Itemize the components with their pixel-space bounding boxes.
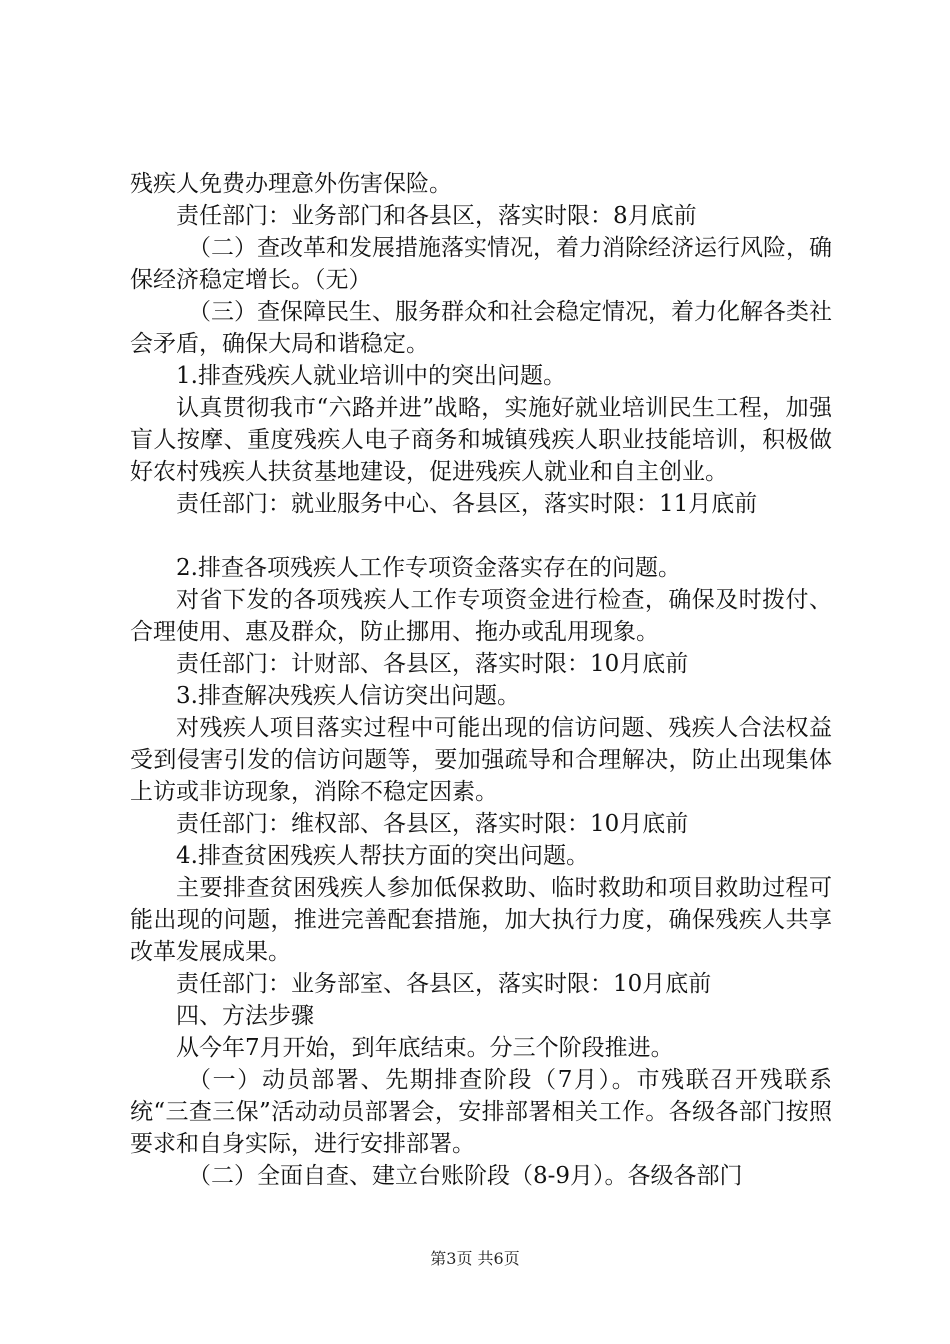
paragraph-item-4-body: 主要排查贫困残疾人参加低保救助、临时救助和项目救助过程可能出现的问题，推进完善配套措施，加大执行力度，确保残疾人共享改革发展成果。 [130, 875, 832, 965]
paragraph-item-4-heading: 4.排查贫困残疾人帮扶方面的突出问题。 [176, 843, 589, 869]
paragraph-stage-1: （一）动员部署、先期排查阶段（7月）。市残联召开残联系统“三查三保”活动动员部署会，安排部署相关工作。各级各部门按照要求和自身实际，进行安排部署。 [130, 1067, 832, 1157]
paragraph-section-2: （二）查改革和发展措施落实情况，着力消除经济运行风险，确保经济稳定增长。（无） [130, 235, 832, 293]
paragraph-item-2-heading: 2.排查各项残疾人工作专项资金落实存在的问题。 [176, 555, 681, 581]
paragraph-responsibility-employment: 责任部门：就业服务中心、各县区，落实时限：11月底前 [176, 491, 758, 517]
paragraph-responsibility-business-office: 责任部门：业务部室、各县区，落实时限：10月底前 [176, 971, 712, 997]
paragraph-responsibility-rights: 责任部门：维权部、各县区，落实时限：10月底前 [176, 811, 689, 837]
paragraph-item-3-body: 对残疾人项目落实过程中可能出现的信访问题、残疾人合法权益受到侵害引发的信访问题等，要加强疏导和合理解决，防止出现集体上访或非访现象，消除不稳定因素。 [130, 715, 832, 805]
blank-line [130, 520, 832, 552]
paragraph-item-1-body: 认真贯彻我市“六路并进”战略，实施好就业培训民生工程，加强盲人按摩、重度残疾人电子商务和城镇残疾人职业技能培训，积极做好农村残疾人扶贫基地建设，促进残疾人就业和自主创业。 [130, 395, 832, 485]
paragraph-item-3-heading: 3.排查解决残疾人信访突出问题。 [176, 683, 520, 709]
paragraph-item-2-body: 对省下发的各项残疾人工作专项资金进行检查，确保及时拨付、合理使用、惠及群众，防止挪用、拖办或乱用现象。 [130, 587, 832, 645]
page-number-footer: 第3页 共6页 [430, 1249, 520, 1268]
paragraph-section-3: （三）查保障民生、服务群众和社会稳定情况，着力化解各类社会矛盾，确保大局和谐稳定。 [130, 299, 832, 357]
paragraph-responsibility-business: 责任部门：业务部门和各县区，落实时限：8月底前 [176, 203, 697, 229]
paragraph-responsibility-finance: 责任部门：计财部、各县区，落实时限：10月底前 [176, 651, 689, 677]
paragraph-schedule: 从今年7月开始，到年底结束。分三个阶段推进。 [176, 1035, 674, 1061]
paragraph-insurance-end: 残疾人免费办理意外伤害保险。 [130, 171, 452, 197]
document-body [130, 168, 832, 1192]
section-heading-methods: 四、方法步骤 [176, 1003, 314, 1029]
paragraph-stage-2: （二）全面自查、建立台账阶段（8-9月）。各级各部门 [188, 1163, 743, 1189]
paragraph-item-1-heading: 1.排查残疾人就业培训中的突出问题。 [176, 363, 566, 389]
